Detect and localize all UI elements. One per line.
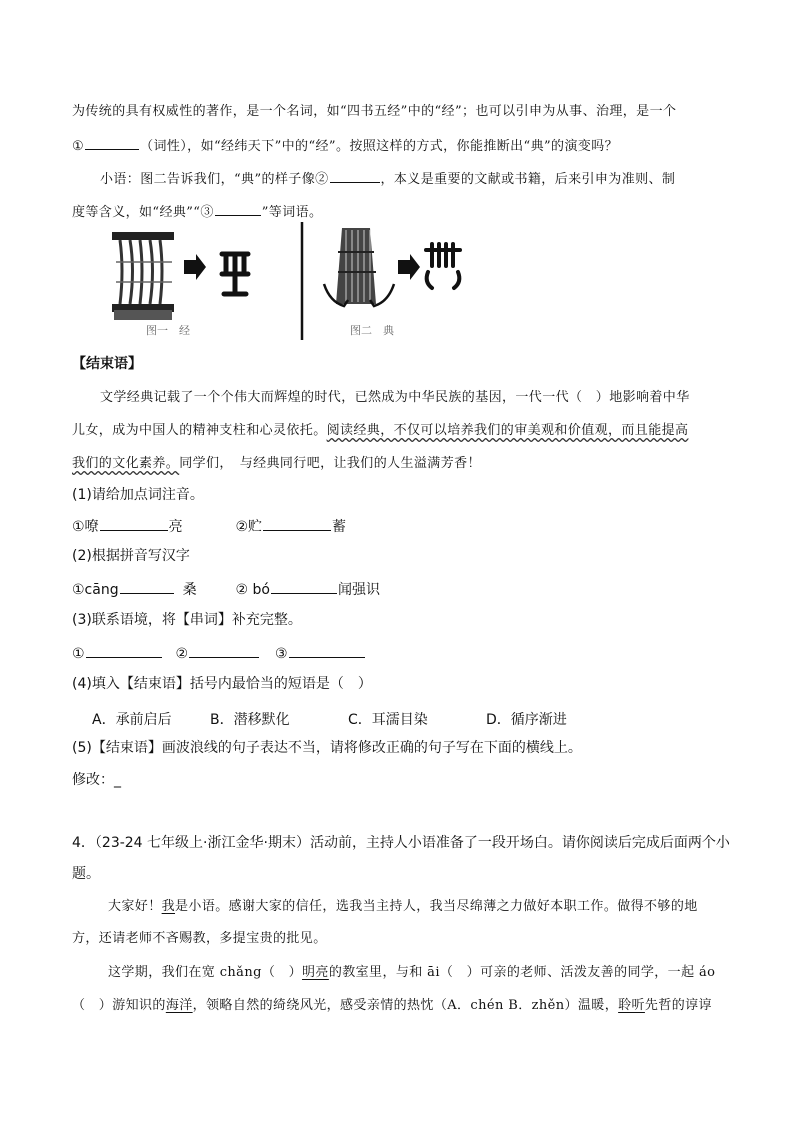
option-a[interactable]: A．承前启后: [92, 712, 172, 728]
intro-line-4-text-b: ”等词语。: [261, 205, 323, 220]
q1-blank-1[interactable]: [100, 518, 168, 531]
p4-para-2-text-c: （ ）游知识的: [72, 998, 166, 1013]
q2-blank-1[interactable]: [120, 581, 174, 594]
intro-line-1: 为传统的具有权威性的著作，是一个名词，如“四书五经”中的“经”；也可以引申为从事、治理，是一个: [72, 104, 677, 119]
closing-line-3-text: 同学们， 与经典同行吧，让我们的人生溢满芳香！: [179, 456, 481, 471]
marker-1: ①: [72, 139, 85, 154]
underlined-word-mingliang: 明亮: [302, 965, 329, 980]
question-2-items: [72, 581, 380, 597]
intro-line-3: [100, 170, 675, 186]
question-3-items: [72, 645, 366, 661]
closing-line-2-text: 儿女，成为中国人的精神支柱和心灵依托。: [72, 423, 327, 438]
q1-item-1-prefix: ①嘹: [72, 519, 99, 535]
intro-line-3-text-b: ，本义是重要的文献或书籍，后来引申为准则、制: [380, 172, 676, 187]
q2-item-2-prefix: ② bó: [235, 582, 270, 598]
arrow-right-icon: [184, 254, 206, 280]
jing-glyph: [222, 254, 248, 294]
question-2: (2)根据拼音写汉字: [72, 548, 190, 564]
answer-blank-3[interactable]: [215, 203, 261, 216]
q3-blank-1[interactable]: [86, 645, 162, 658]
underlined-word-haiyang: 海洋: [165, 998, 193, 1013]
wavy-sentence-part-2: 我们的文化素养。: [72, 456, 180, 471]
q1-blank-2[interactable]: [263, 518, 331, 531]
q1-item-2-suffix: 蓄: [332, 519, 347, 535]
p4-para-2-line-1: [108, 966, 715, 979]
arrow-right-icon-2: [398, 254, 420, 280]
underlined-word-wo: 我: [161, 899, 176, 914]
figure-1-caption: 图一 经: [146, 324, 190, 337]
p4-para-1-line-2: 方，还请老师不吝赐教，多提宝贵的批见。: [72, 931, 327, 946]
p4-para-1-line-1: [108, 900, 698, 913]
q3-blank-3[interactable]: [289, 645, 365, 658]
problem-4-stem-line-1: 4．（23-24 七年级上·浙江金华·期末）活动前，主持人小语准备了一段开场白。请你阅读后完成后面两个小: [72, 835, 730, 851]
closing-line-1: 文学经典记载了一个个伟大而辉煌的时代，已然成为中华民族的基因，一代一代（ ）地影响着中华: [100, 390, 690, 405]
q2-blank-2[interactable]: [271, 581, 337, 594]
q3-marker-3: ③: [274, 646, 288, 662]
question-1-items: [72, 518, 346, 534]
bamboo-slips-image: [324, 228, 394, 306]
intro-line-3-text-a: 小语：图二告诉我们，“典”的样子像②: [100, 172, 329, 187]
p4-para-2-line-2: [72, 999, 712, 1012]
question-1: (1)请给加点词注音。: [72, 487, 204, 503]
p4-para-2-text-b: 的教室里，与和 āi（ ）可亲的老师、活泼友善的同学，一起 áo: [328, 965, 716, 980]
p4-para-2-text-d: ，领略自然的绮绕风光，感受亲情的热忱（A．chén B．zhěn）温暖，: [192, 998, 619, 1013]
answer-blank-1[interactable]: [85, 137, 139, 150]
question-3: (3)联系语境，将【串词】补充完整。: [72, 612, 302, 628]
q2-item-1-prefix: ①cāng: [72, 582, 119, 598]
closing-line-2: [72, 424, 688, 437]
revision-answer-line[interactable]: 修改：_: [72, 772, 121, 788]
option-b[interactable]: B．潜移默化: [210, 712, 290, 728]
question-5: (5)【结束语】画波浪线的句子表达不当，请将修改正确的句子写在下面的横线上。: [72, 740, 582, 756]
q1-item-1-suffix: 亮: [168, 519, 183, 535]
dian-glyph: [426, 244, 460, 288]
intro-line-4: [72, 203, 322, 219]
q3-marker-1: ①: [72, 646, 85, 662]
closing-line-3: [72, 457, 481, 470]
q1-item-2-prefix: ②贮: [235, 519, 263, 535]
intro-line-2-text: （词性），如“经纬天下”中的“经”。按照这样的方式，你能推断出“典”的演变吗？: [140, 139, 619, 154]
p4-para-2-text-a: 这学期，我们在宽 chǎng（ ）: [108, 965, 303, 980]
closing-heading: 【结束语】: [72, 356, 142, 372]
q3-blank-2[interactable]: [189, 645, 259, 658]
greeting-text: 大家好！: [108, 899, 162, 914]
q2-item-1-suffix: 桑: [182, 582, 197, 598]
wavy-sentence-part-1: 阅读经典，不仅可以培养我们的审美观和价值观，而且能提高: [326, 423, 689, 438]
q2-item-2-suffix: 闻强识: [337, 582, 380, 598]
option-d[interactable]: D．循序渐进: [486, 712, 567, 728]
q3-marker-2: ②: [175, 646, 189, 662]
figure-2-caption: 图二 典: [350, 324, 394, 337]
question-4: (4)填入【结束语】括号内最恰当的短语是（ ）: [72, 676, 372, 692]
p4-para-2-text-e: 先哲的谆谆: [644, 998, 712, 1013]
answer-blank-2[interactable]: [330, 170, 380, 183]
underlined-word-lingting: 聆听: [618, 998, 645, 1013]
p4-para-1-text: 是小语。感谢大家的信任，选我当主持人，我当尽绵薄之力做好本职工作。做得不够的地: [175, 899, 698, 914]
loom-image: [112, 232, 174, 320]
option-c[interactable]: C．耳濡目染: [348, 712, 428, 728]
problem-4-stem-line-2: 题。: [72, 866, 100, 882]
intro-line-4-text-a: 度等含义，如“经典”“③: [72, 205, 214, 220]
intro-line-2: [72, 137, 618, 153]
